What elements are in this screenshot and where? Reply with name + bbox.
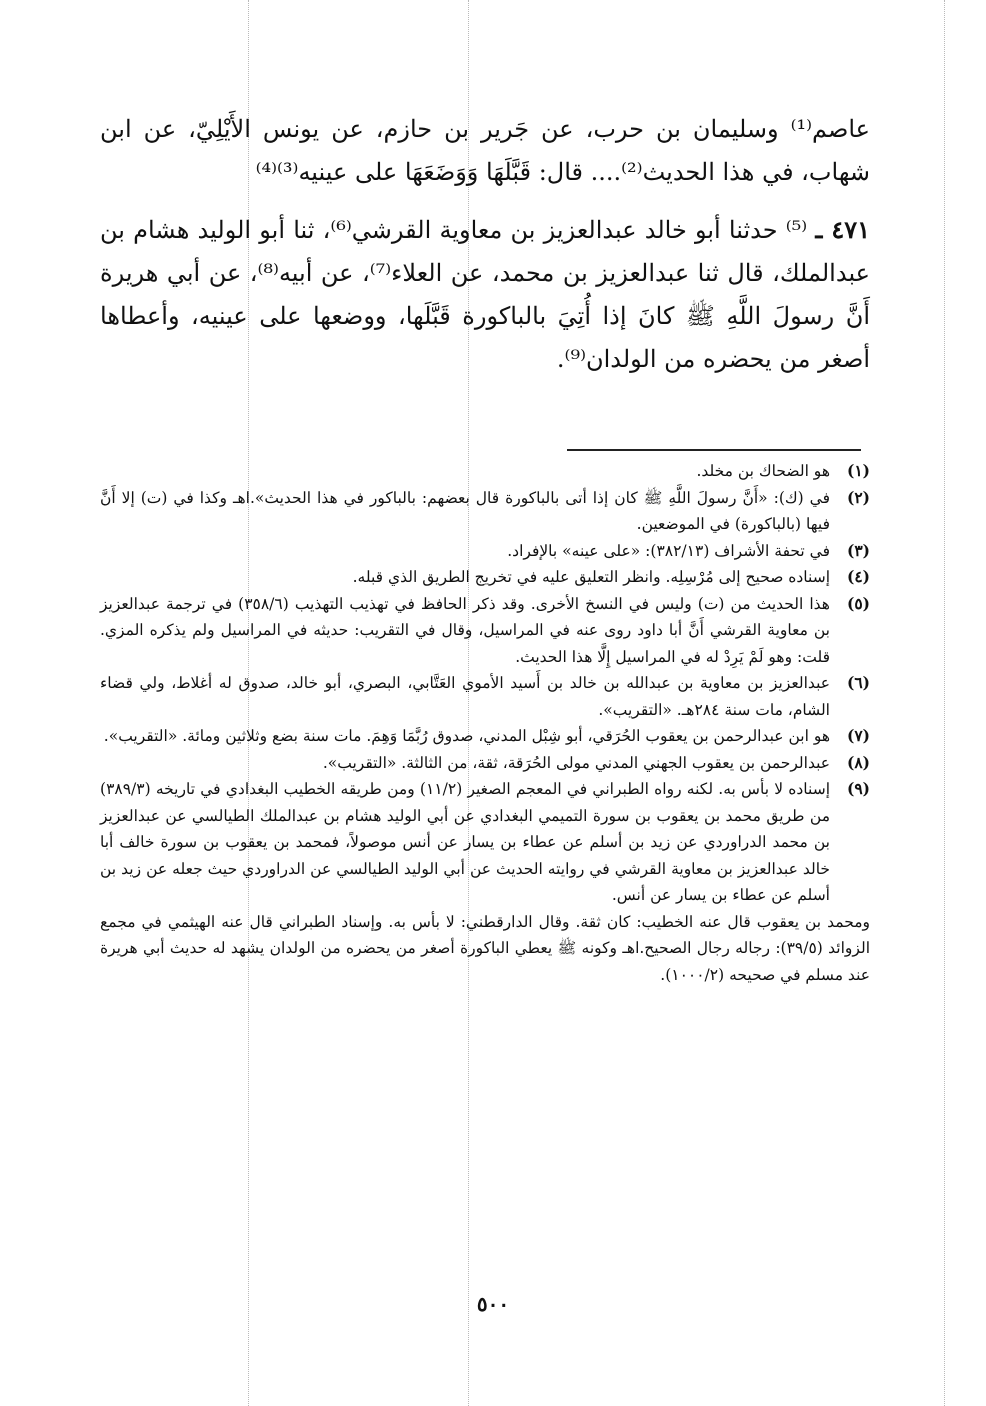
footnote-text: عبدالرحمن بن يعقوب الجهني المدني مولى الحُرَقة، ثقة، من الثالثة. «التقريب». xyxy=(322,753,830,772)
footnote-8 xyxy=(100,750,870,777)
footnotes xyxy=(100,458,870,988)
footnote-number: (٧) xyxy=(846,726,870,745)
footnote-4 xyxy=(100,564,870,591)
main-text xyxy=(100,108,870,381)
footnote-number: (١) xyxy=(846,461,870,480)
footnote-7 xyxy=(100,723,870,750)
hadith-number: ٤٧١ ـ xyxy=(815,215,871,244)
footnote-number: (٣) xyxy=(846,540,870,560)
hadith-471 xyxy=(100,208,870,381)
footnote-number: (٦) xyxy=(846,673,870,692)
footnote-5 xyxy=(100,591,870,671)
footnote-2 xyxy=(100,485,870,538)
footnote-number: (٩) xyxy=(846,779,870,798)
footnote-number: (٨) xyxy=(846,752,870,772)
footnote-9 xyxy=(100,776,870,909)
footnote-text: إسناده صحيح إلى مُرْسِلِه. وانظر التعليق عليه في تخريج الطريق الذي قبله. xyxy=(352,568,830,586)
footnote-6 xyxy=(100,670,870,723)
footnote-text: في تحفة الأشراف (٣٨٢/١٣): «على عينه» بالإفراد. xyxy=(507,541,830,560)
footnote-continuation: ومحمد بن يعقوب قال عنه الخطيب: كان ثقة. وقال الدارقطني: لا بأس به. وإسناد الطبراني قال عنه الهيثمي في مجمع الزوائد (٣٩/٥): رجاله رجال الصحيح.اهـ وكونه ﷺ يعطي الباكورة أصغر من يحضره من الولدان يشهد له حديث أبي هريرة عند مسلم في صحيحه (١٠٠٠/٢). xyxy=(100,912,870,984)
footnote-text: في (ك): «أَنَّ رسولَ اللَّهِ ﷺ كان إذا أتى بالباكورة قال بعضهم: بالباكور في هذا الحديث».اهـ وكذا في (ت) إلا أَنَّ فيها (بالباكورة) في الموضعين. xyxy=(100,488,830,533)
footnote-text: هو الضحاك بن مخلد. xyxy=(696,462,830,480)
footnote-text: هو ابن عبدالرحمن بن يعقوب الحُرَقي، أبو شِبْل المدني، صدوق رُبَّمَا وَهِمَ. مات سنة بضع وثلاثين ومائة. «التقريب». xyxy=(103,727,830,745)
footnote-number: (٤) xyxy=(846,567,870,586)
hadith-text: ⁽⁵⁾ حدثنا أبو خالد عبدالعزيز بن معاوية القرشي⁽⁶⁾، ثنا أبو الوليد هشام بن عبدالملك، قال ثنا عبدالعزيز بن محمد، عن العلاء⁽⁷⁾، عن أبيه⁽⁸⁾، عن أبي هريرة أَنَّ رسولَ اللَّهِ ﷺ كانَ إذا أُتِيَ بالباكورة قَبَّلَها، ووضعها على عينيه، وأعطاها أصغر من يحضره من الولدان⁽⁹⁾. xyxy=(100,216,871,373)
footnote-separator xyxy=(567,449,861,451)
scan-dotted-line xyxy=(944,0,945,1406)
footnote-text: عبدالعزيز بن معاوية بن عبدالله بن خالد بن أَسيد الأموي العَتَّابي، البصري، أبو خالد، صدوق له أغلاط، ولي قضاء الشام، مات سنة ٢٨٤هـ. «التقريب». xyxy=(100,674,830,719)
footnote-number: (٥) xyxy=(846,593,870,613)
paragraph-continuation: عاصم⁽¹⁾ وسليمان بن حرب، عن جَرير بن حازم، عن يونس الأَيْلِيّ، عن ابن شهاب، في هذا الحديث⁽²⁾.... قال: قَبَّلَهَا وَوَضَعَهَا على عينيه⁽³⁾⁽⁴⁾ xyxy=(100,115,870,186)
footnote-3 xyxy=(100,538,870,565)
footnote-text: إسناده لا بأس به. لكنه رواه الطبراني في المعجم الصغير (١١/٢) ومن طريقه الخطيب البغدادي في تاريخه (٣٨٩/٣) من طريق محمد بن يعقوب بن سورة التميمي البغدادي عن أبي الوليد هشام بن عبدالملك الطيالسي عن عبدالعزيز بن محمد الدراوردي عن زيد بن أسلم عن عطاء بن يسار عن أنس موصولاً، فمحمد بن يعقوب بن سورة خالف أبا خالد عبدالعزيز بن معاوية القرشي في روايته الحديث عن أبي الوليد الطيالسي عن الدراوردي حيث جعله عن زيد بن أسلم عن عطاء بن يسار عن أنس. xyxy=(100,780,831,904)
footnote-text: هذا الحديث من (ت) وليس في النسخ الأخرى. وقد ذكر الحافظ في تهذيب التهذيب (٣٥٨/٦) في ترجمة عبدالعزيز بن معاوية القرشي أَنَّ أبا داود روى عنه في المراسيل، وقال في التقريب: حديثه في المراسيل ولم يذكره المزي. قلت: وهو لَمْ يَرِدْ له في المراسيل إِلَّا هذا الحديث. xyxy=(100,594,830,666)
page-number: ٥٠٠ xyxy=(476,1292,510,1316)
footnote-1 xyxy=(100,458,870,485)
footnote-number: (٢) xyxy=(846,487,870,507)
